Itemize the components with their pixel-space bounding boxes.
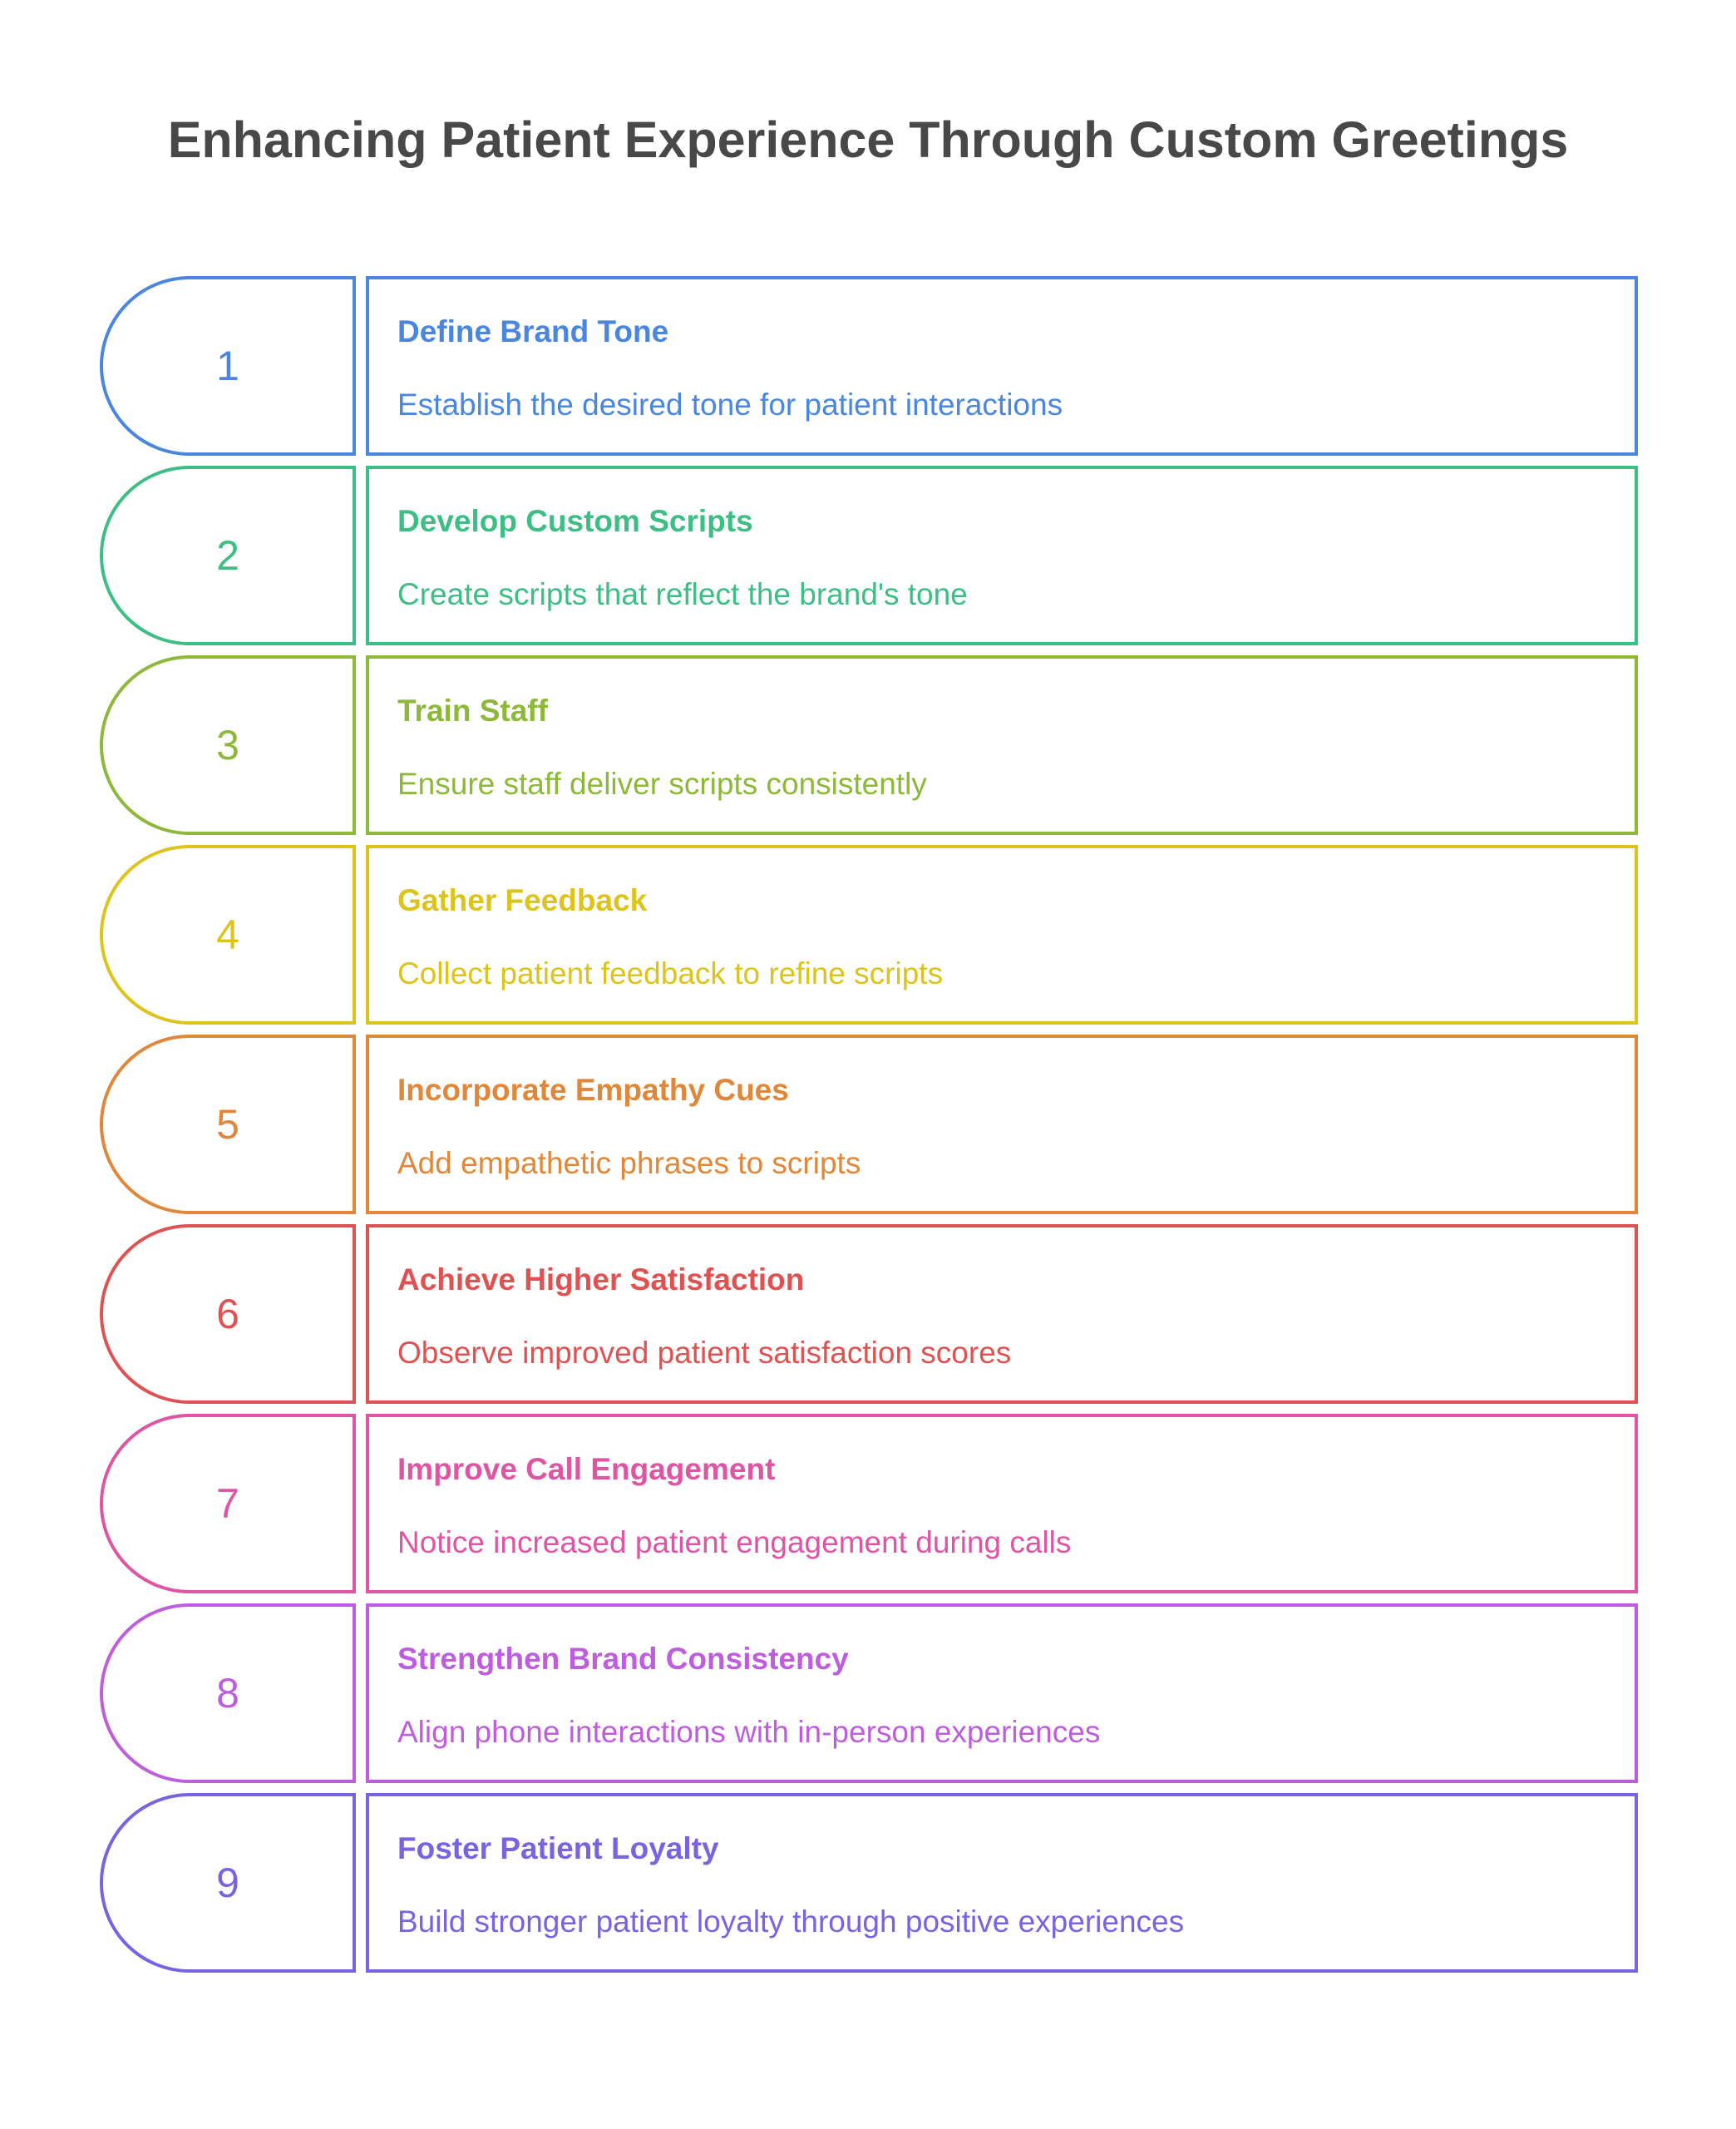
step-number-tab xyxy=(100,1414,356,1593)
step-card xyxy=(366,466,1638,645)
step-number: 5 xyxy=(216,1101,239,1148)
step-description: Build stronger patient loyalty through positive experiences xyxy=(397,1904,1185,1939)
step-number: 8 xyxy=(216,1670,239,1717)
step-title: Achieve Higher Satisfaction xyxy=(397,1262,805,1297)
step-card xyxy=(366,1603,1638,1783)
step-number: 1 xyxy=(216,343,239,389)
step-item xyxy=(100,276,1638,456)
step-item xyxy=(100,1793,1638,1973)
step-card xyxy=(366,845,1638,1025)
step-number: 4 xyxy=(216,911,239,958)
step-description: Create scripts that reflect the brand's tone xyxy=(397,577,968,611)
step-number-tab xyxy=(100,466,356,645)
step-number: 6 xyxy=(216,1291,239,1337)
step-item xyxy=(100,845,1638,1025)
step-item xyxy=(100,466,1638,645)
step-description: Notice increased patient engagement during calls xyxy=(397,1525,1072,1559)
step-description: Align phone interactions with in-person experiences xyxy=(397,1715,1101,1749)
step-card xyxy=(366,1035,1638,1214)
step-number-tab xyxy=(100,655,356,835)
step-title: Gather Feedback xyxy=(397,883,648,917)
step-title: Improve Call Engagement xyxy=(397,1452,776,1486)
step-title: Train Staff xyxy=(397,694,548,728)
step-number: 2 xyxy=(216,532,239,579)
step-item xyxy=(100,1224,1638,1404)
step-title: Develop Custom Scripts xyxy=(397,504,753,538)
step-card xyxy=(366,655,1638,835)
step-item xyxy=(100,1035,1638,1214)
step-item xyxy=(100,655,1638,835)
step-number-tab xyxy=(100,276,356,456)
step-number: 7 xyxy=(216,1480,239,1527)
step-card xyxy=(366,276,1638,456)
step-number: 3 xyxy=(216,722,239,768)
step-description: Observe improved patient satisfaction scores xyxy=(397,1336,1012,1370)
step-number-tab xyxy=(100,845,356,1025)
step-description: Establish the desired tone for patient interactions xyxy=(397,388,1063,422)
step-description: Add empathetic phrases to scripts xyxy=(397,1146,861,1180)
step-title: Strengthen Brand Consistency xyxy=(397,1642,849,1676)
step-description: Ensure staff deliver scripts consistently xyxy=(397,767,927,801)
step-title: Foster Patient Loyalty xyxy=(397,1831,719,1865)
step-item xyxy=(100,1603,1638,1783)
step-description: Collect patient feedback to refine scripts xyxy=(397,956,944,990)
step-number: 9 xyxy=(216,1860,239,1906)
step-title: Incorporate Empathy Cues xyxy=(397,1073,789,1107)
step-card xyxy=(366,1414,1638,1593)
step-item xyxy=(100,1414,1638,1593)
page-title: Enhancing Patient Experience Through Custom Greetings xyxy=(167,111,1569,168)
step-number-tab xyxy=(100,1035,356,1214)
step-number-tab xyxy=(100,1793,356,1973)
step-card xyxy=(366,1224,1638,1404)
step-number-tab xyxy=(100,1603,356,1783)
step-number-tab xyxy=(100,1224,356,1404)
step-card xyxy=(366,1793,1638,1973)
step-title: Define Brand Tone xyxy=(397,314,669,348)
